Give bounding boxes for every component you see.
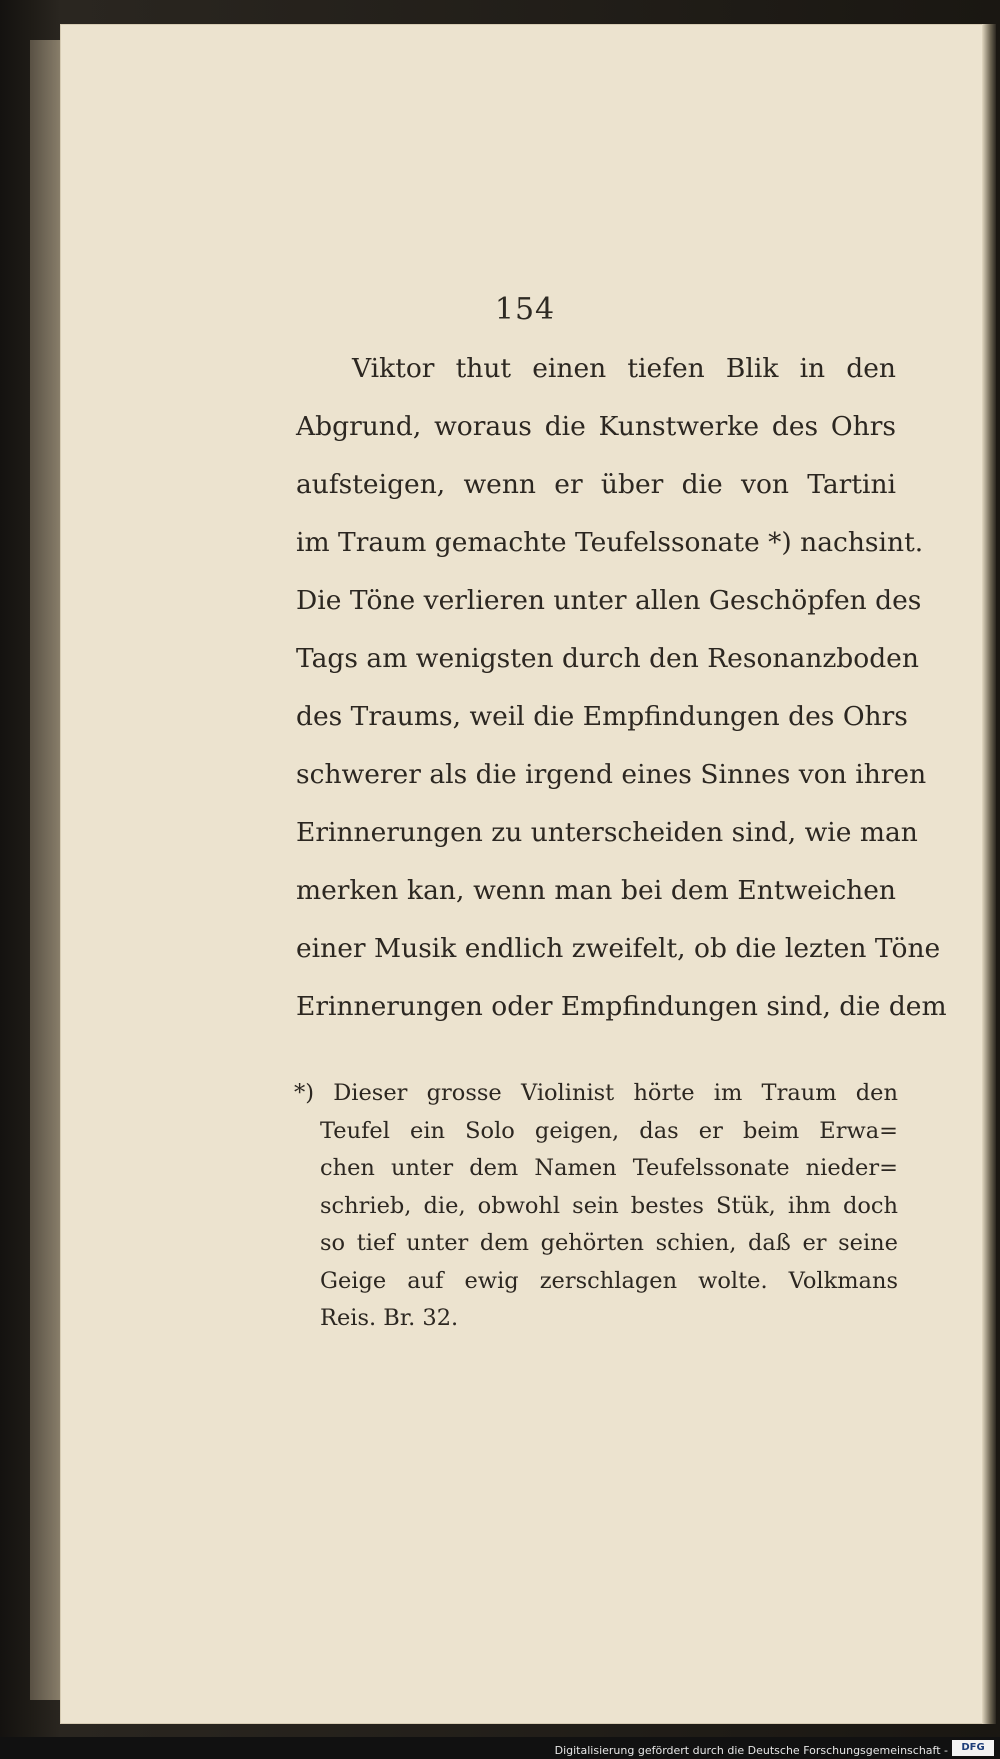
footnote-line: *) Dieser grosse Violinist hörte im Traum den xyxy=(294,1080,898,1106)
footnote-line: schrieb, die, obwohl sein bestes Stük, ihm doch xyxy=(320,1192,898,1219)
text-line: einer Musik endlich zweifelt, ob die lezten Töne xyxy=(296,933,941,964)
footnote-line: chen unter dem Namen Teufelssonate nieder= xyxy=(320,1155,898,1181)
footnote-line: Geige auf ewig zerschlagen wolte. Volkmans xyxy=(320,1267,898,1294)
footnote-line: Reis. Br. 32. xyxy=(320,1305,459,1331)
digitization-credit: Digitalisierung gefördert durch die Deutsche Forschungsgemeinschaft - xyxy=(554,1744,948,1757)
dfg-logo: DFG xyxy=(952,1740,994,1756)
text-line: des Traums, weil die Empfindungen des Ohrs xyxy=(296,701,908,732)
page-number: 154 xyxy=(494,292,556,327)
text-line: Abgrund, woraus die Kunstwerke des Ohrs xyxy=(296,411,896,442)
text-line: Tags am wenigsten durch den Resonanzboden xyxy=(296,643,919,674)
text-line: merken kan, wenn man bei dem Entweichen xyxy=(296,875,896,906)
text-line: Erinnerungen oder Empfindungen sind, die dem xyxy=(296,991,947,1022)
footnote-line: so tief unter dem gehörten schien, daß er seine xyxy=(320,1230,898,1256)
text-line: aufsteigen, wenn er über die von Tartini xyxy=(296,469,896,500)
digitization-footer xyxy=(0,1737,1000,1759)
footnote xyxy=(294,1075,898,1338)
text-line: Erinnerungen zu unterscheiden sind, wie man xyxy=(296,817,918,848)
main-text xyxy=(296,340,947,1036)
page-edge-right xyxy=(982,24,996,1724)
text-line: Viktor thut einen tiefen Blik in den xyxy=(352,353,896,384)
footnote-line: Teufel ein Solo geigen, das er beim Erwa= xyxy=(320,1117,898,1144)
text-line: schwerer als die irgend eines Sinnes von ihren xyxy=(296,759,927,790)
text-line: im Traum gemachte Teufelssonate *) nachsint. xyxy=(296,527,924,558)
text-line: Die Töne verlieren unter allen Geschöpfen des xyxy=(296,585,922,616)
